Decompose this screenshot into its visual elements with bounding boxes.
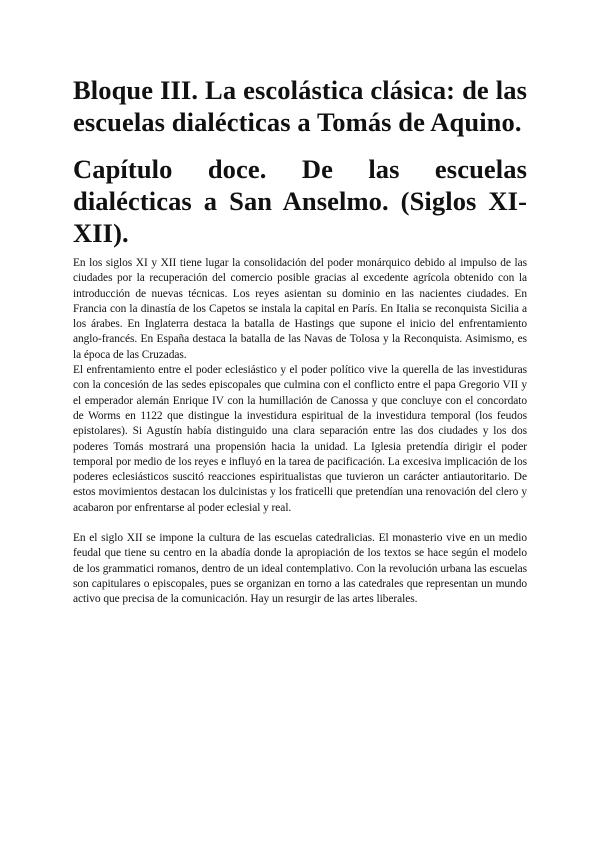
paragraph-1: En los siglos XI y XII tiene lugar la consolidación del poder monárquico debido al impulso de las ciudades por la recuperación del comercio posible gracias al excedente agrícola obtenido con la introducción de nuevas técnicas. Los reyes asientan su dominio en las nacientes ciudades. En Francia con la dinastía de los Capetos se instala la capital en París. En Italia se reconquista Sicilia a los árabes. En Inglaterra destaca la batalla de Hastings que supone el inicio del enfrentamiento anglo-francés. En España destaca la batalla de las Navas de Tolosa y la Reconquista. Asimismo, es la época de las Cruzadas. <box>73 257 527 361</box>
paragraph-2: El enfrentamiento entre el poder eclesiástico y el poder político vive la querella de las investiduras con la concesión de las sedes episcopales que culmina con el conflicto entre el papa Gregorio VII y el emperador alemán Enrique IV con la humillación de Canossa y que concluye con el concordato de Worms en 1122 que distingue la investidura espiritual de la investidura temporal (los feudos epistolares). Si Agustín había distinguido una clara separación entre las dos ciudades y los dos poderes Tomás mostrará una propensión hacia la unidad. La Iglesia pretendía dirigir el poder temporal por medio de los reyes e influyó en la tarea de pacificación. La excesiva implicación de los poderes eclesiásticos suscitó reacciones espiritualistas que tuvieron un carácter antiautoritario. De estos movimientos destacan los dulcinistas y los fraticelli que pretendían una renovación del clero y acabaron por enfrentarse al poder eclesial y real. <box>73 364 527 514</box>
document-page <box>73 74 527 608</box>
paragraph-spacer <box>73 516 527 531</box>
block-title: Bloque III. La escolástica clásica: de las escuelas dialécticas a Tomás de Aquino. <box>73 75 527 137</box>
paragraph-3: En el siglo XII se impone la cultura de las escuelas catedralicias. El monasterio vive en un medio feudal que tiene su centro en la abadía donde la apropiación de los textos se hace según el modelo de los grammatici romanos, dentro de un ideal contemplativo. Con la revolución urbana las escuelas son capitulares o episcopales, pues se organizan en torno a las catedrales que representan un mundo activo que precisa de la comunicación. Hay un resurgir de las artes liberales. <box>73 532 527 606</box>
chapter-title: Capítulo doce. De las escuelas dialécticas a San Anselmo. (Siglos XI-XII). <box>73 154 527 248</box>
